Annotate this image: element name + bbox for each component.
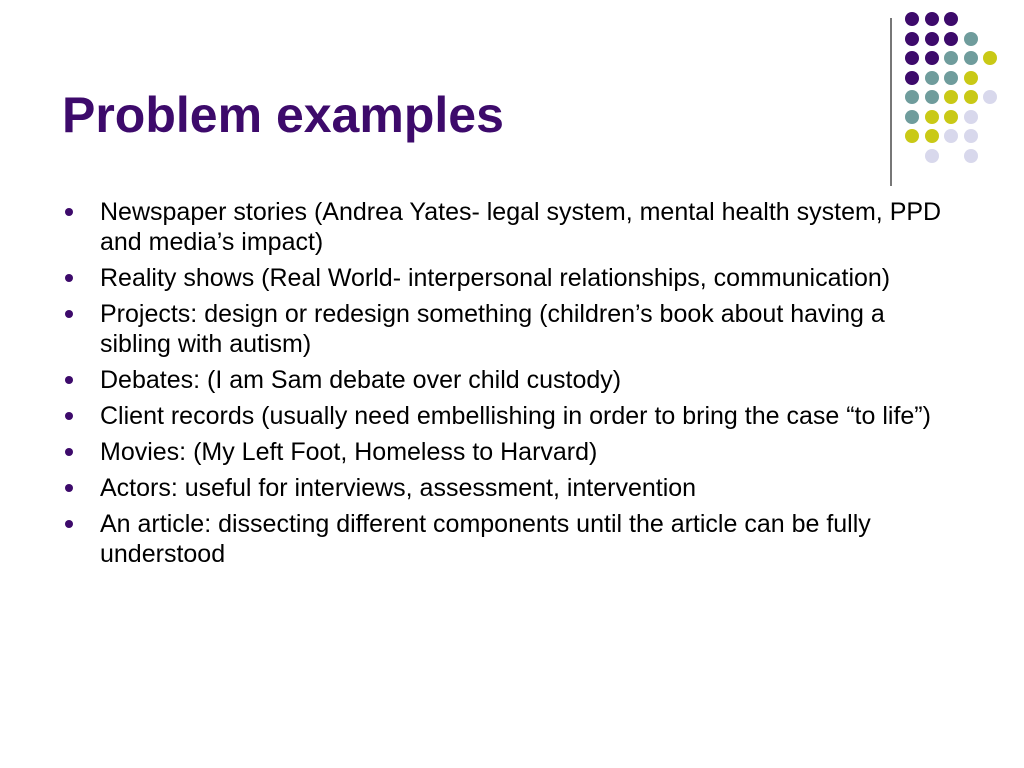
decorative-dot	[905, 32, 919, 46]
bullet-text: Movies: (My Left Foot, Homeless to Harvard)	[100, 438, 598, 466]
decorative-dot	[964, 32, 978, 46]
decorative-dot	[925, 110, 939, 124]
decorative-dot	[944, 90, 958, 104]
decorative-dot	[944, 51, 958, 65]
bullet-marker-icon	[65, 448, 73, 456]
decorative-dot	[944, 129, 958, 143]
decorative-dot	[944, 71, 958, 85]
bullet-item	[62, 509, 962, 569]
decorative-dot	[925, 51, 939, 65]
bullet-text: Actors: useful for interviews, assessment, intervention	[100, 474, 697, 502]
decorative-dot	[905, 12, 919, 26]
decorative-dot	[964, 149, 978, 163]
bullet-item	[62, 401, 962, 431]
bullet-text: Newspaper stories (Andrea Yates- legal system, mental health system, PPD and media’s impact)	[100, 198, 942, 256]
bullet-text: Reality shows (Real World- interpersonal relationships, communication)	[100, 264, 891, 292]
decorative-dot	[905, 71, 919, 85]
bullet-text: Client records (usually need embellishing in order to bring the case “to life”)	[100, 402, 931, 430]
bullet-item	[62, 437, 962, 467]
decorative-dot	[905, 129, 919, 143]
decorative-dot	[944, 32, 958, 46]
decorative-dot	[964, 90, 978, 104]
decorative-dot	[964, 129, 978, 143]
vertical-divider	[890, 18, 892, 186]
decorative-dot	[905, 51, 919, 65]
bullet-list	[62, 197, 962, 575]
bullet-marker-icon	[65, 520, 73, 528]
decorative-dot	[925, 12, 939, 26]
bullet-marker-icon	[65, 310, 73, 318]
slide-title: Problem examples	[62, 87, 504, 143]
bullet-marker-icon	[65, 412, 73, 420]
decorative-dot	[905, 110, 919, 124]
decorative-dot	[983, 51, 997, 65]
bullet-item	[62, 263, 962, 293]
bullet-text: An article: dissecting different components until the article can be fully understood	[100, 510, 871, 568]
decorative-dot	[925, 149, 939, 163]
bullet-text: Projects: design or redesign something (children’s book about having a sibling with autism)	[100, 300, 885, 358]
decorative-dot	[925, 71, 939, 85]
bullet-item	[62, 299, 962, 359]
decorative-dot	[964, 51, 978, 65]
decorative-dot	[983, 90, 997, 104]
decorative-dot	[964, 71, 978, 85]
decorative-dot	[925, 129, 939, 143]
decorative-dot	[944, 12, 958, 26]
decorative-dot	[925, 90, 939, 104]
bullet-text: Debates: (I am Sam debate over child custody)	[100, 366, 622, 394]
bullet-marker-icon	[65, 274, 73, 282]
bullet-marker-icon	[65, 208, 73, 216]
decorative-dot-grid	[905, 12, 1015, 172]
bullet-marker-icon	[65, 484, 73, 492]
decorative-dot	[925, 32, 939, 46]
bullet-item	[62, 365, 962, 395]
decorative-dot	[964, 110, 978, 124]
bullet-item	[62, 197, 962, 257]
bullet-item	[62, 473, 962, 503]
decorative-dot	[944, 110, 958, 124]
decorative-dot	[905, 90, 919, 104]
bullet-marker-icon	[65, 376, 73, 384]
